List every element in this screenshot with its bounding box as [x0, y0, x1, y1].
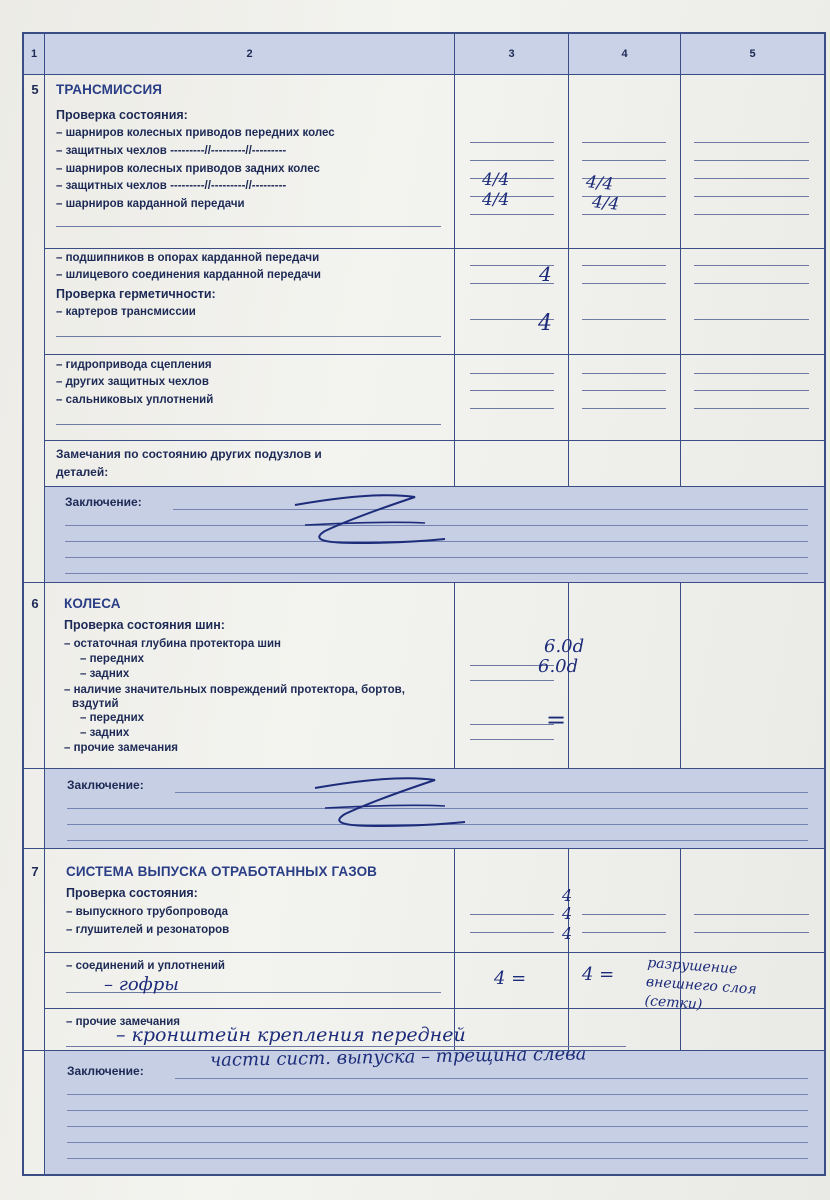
- s5-c3-line-5: [470, 214, 554, 215]
- s6-divider: [24, 768, 824, 769]
- s6-item-3: – задних: [80, 668, 130, 680]
- s6-c3-line-3: [470, 724, 554, 725]
- s5-conclusion-z-strike: [265, 491, 455, 551]
- header-col-5: 5: [681, 34, 824, 74]
- s6-item-6: – передних: [80, 712, 145, 724]
- s5-divider-3: [44, 440, 824, 441]
- section-7-title: СИСТЕМА ВЫПУСКА ОТРАБОТАННЫХ ГАЗОВ: [66, 864, 378, 879]
- s5-conclusion-label: Заключение:: [65, 495, 142, 509]
- s5-write-line-3: [56, 424, 441, 425]
- s6-c3-line-4: [470, 739, 554, 740]
- header-col-1: 1: [24, 34, 44, 74]
- s7-other-label: – прочие замечания: [66, 1016, 181, 1028]
- section-7-number: 7: [31, 864, 39, 879]
- s5-c4-line-6: [582, 265, 666, 266]
- s5-c5-line-9: [694, 373, 809, 374]
- s6-item-5: вздутий: [72, 698, 119, 710]
- section-7-subtitle: Проверка состояния:: [66, 886, 198, 900]
- s7-hw-val-1: 4: [562, 886, 573, 905]
- s5-c3-line-1: [470, 142, 554, 143]
- s5-write-line-2: [56, 336, 441, 337]
- s6-item-1: – остаточная глубина протектора шин: [64, 638, 282, 650]
- s7-conclusion-label: Заключение:: [67, 1064, 144, 1078]
- s5-c4-line-8: [582, 319, 666, 320]
- s5-c5-line-1: [694, 142, 809, 143]
- s5-divider-1: [44, 248, 824, 249]
- s6-concl-line-4: [67, 840, 808, 841]
- section-6-subtitle: Проверка состояния шин:: [64, 618, 225, 632]
- s7-hw-val-2: 4: [562, 904, 573, 923]
- s5-c5-line-7: [694, 283, 809, 284]
- s7-divider-3: [24, 1050, 824, 1051]
- s5-hw-col3-b: 4/4: [482, 190, 510, 210]
- s6-hw-rear: 6.0d: [538, 656, 579, 677]
- s6-item-8: – прочие замечания: [64, 742, 179, 754]
- s7-c3-line-2: [470, 932, 554, 933]
- s5-c4-line-7: [582, 283, 666, 284]
- s7-hw-joints-col4: 4 =: [582, 964, 615, 985]
- section-5-bottom: [24, 582, 824, 583]
- s7-conclusion-area: [45, 1050, 824, 1174]
- s5-divider-2: [44, 354, 824, 355]
- s7-hw-joints-col3: 4 =: [494, 968, 527, 989]
- s5-c4-line-11: [582, 408, 666, 409]
- col-divider-3: [568, 34, 569, 1174]
- section-5-number: 5: [31, 82, 39, 97]
- s7-concl-line-4: [67, 1126, 808, 1127]
- s7-joints-label: – соединений и уплотнений: [66, 960, 225, 972]
- s5-hw-col3-c: 4: [539, 262, 552, 286]
- s7-c5-line-1: [694, 914, 809, 915]
- s7-item-2: – глушителей и резонаторов: [66, 924, 230, 936]
- s5-concl-line-5: [65, 573, 808, 574]
- s6-hw-front: 6.0d: [544, 636, 585, 657]
- s7-concl-line-3: [67, 1110, 808, 1111]
- s5-write-line: [56, 226, 441, 227]
- s5-item-3: – шарниров колесных приводов задних колес: [56, 163, 320, 175]
- s7-item-1: – выпускного трубопровода: [66, 906, 229, 918]
- s5-item4-2: – других защитных чехлов: [56, 376, 209, 388]
- s5-c5-line-6: [694, 265, 809, 266]
- s6-item-4: – наличие значительных повреждений протектора, бортов,: [64, 684, 405, 696]
- s5-c4-line-5: [582, 214, 666, 215]
- s7-concl-line-6: [67, 1158, 808, 1159]
- s5-hw-col3-a: 4/4: [482, 170, 510, 190]
- form-table: [22, 32, 826, 1176]
- header-col-2: 2: [45, 34, 454, 74]
- s5-item4-3: – сальниковых уплотнений: [56, 394, 214, 406]
- s6-item-7: – задних: [80, 727, 130, 739]
- header-col-3: 3: [455, 34, 568, 74]
- section-5-title: ТРАНСМИССИЯ: [56, 82, 163, 97]
- s5-c5-line-10: [694, 390, 809, 391]
- s5-item-2: – защитных чехлов ---------//---------//---------: [56, 145, 287, 157]
- s7-c5-line-2: [694, 932, 809, 933]
- s5-item2-2: – шлицевого соединения карданной передачи: [56, 269, 321, 281]
- s6-c3-line-2: [470, 680, 554, 681]
- header-col-4: 4: [569, 34, 680, 74]
- s5-c5-line-2: [694, 160, 809, 161]
- s5-c3-line-11: [470, 408, 554, 409]
- s5-c4-line-10: [582, 390, 666, 391]
- section-6-number: 6: [31, 596, 39, 611]
- s5-concl-line-4: [65, 557, 808, 558]
- s6-conclusion-area: [45, 768, 824, 848]
- s6-hw-damage: =: [546, 706, 567, 734]
- s5-c5-line-3: [694, 178, 809, 179]
- s5-c3-line-9: [470, 373, 554, 374]
- header-divider: [24, 74, 824, 75]
- s7-hw-joints-col5: разрушение внешнего слоя (сетки): [644, 955, 758, 1013]
- s5-c5-line-4: [694, 196, 809, 197]
- s7-c4-line-2: [582, 932, 666, 933]
- s5-c5-line-11: [694, 408, 809, 409]
- s6-item-2: – передних: [80, 653, 145, 665]
- s6-concl-line-1: [175, 792, 808, 793]
- s7-c3-line-1: [470, 914, 554, 915]
- s7-concl-line-2: [67, 1094, 808, 1095]
- s5-c4-line-9: [582, 373, 666, 374]
- s5-c5-line-5: [694, 214, 809, 215]
- s5-c5-line-8: [694, 319, 809, 320]
- s5-c3-line-2: [470, 160, 554, 161]
- s7-divider-1: [44, 952, 824, 953]
- col-divider-2: [454, 34, 455, 1174]
- s5-remarks-label: Замечания по состоянию других подузлов и деталей:: [56, 447, 322, 479]
- s7-concl-line-1: [175, 1078, 808, 1079]
- s5-item3-1: – картеров трансмиссии: [56, 306, 196, 318]
- s5-item4-1: – гидропривода сцепления: [56, 359, 212, 371]
- s7-hw-conclusion: части сист. выпуска – трещина слева: [209, 1043, 587, 1071]
- s5-c3-line-10: [470, 390, 554, 391]
- s5-item2-1: – подшипников в опорах карданной передачи: [56, 252, 320, 264]
- s5-hw-col3-d: 4: [538, 311, 552, 336]
- s5-item-5: – шарниров карданной передачи: [56, 198, 245, 210]
- s5-hw-col4-b: 4/4: [590, 192, 621, 215]
- s7-concl-line-5: [67, 1142, 808, 1143]
- s5-item-1: – шарниров колесных приводов передних колес: [56, 127, 335, 139]
- s6-conclusion-label: Заключение:: [67, 778, 144, 792]
- s5-item-4: – защитных чехлов ---------//---------//---------: [56, 180, 287, 192]
- s7-c4-line-1: [582, 914, 666, 915]
- s7-divider-2: [44, 1008, 824, 1009]
- s7-hw-other: – кронштейн крепления передней: [116, 1024, 466, 1046]
- s5-hw-col4-a: 4/4: [584, 172, 615, 195]
- section-6-title: КОЛЕСА: [64, 596, 121, 611]
- s5-conclusion-area: [45, 487, 824, 582]
- s7-hw-val-3: 4: [562, 924, 573, 943]
- s5-c4-line-2: [582, 160, 666, 161]
- s6-conclusion-z-strike: [285, 774, 475, 834]
- s5-c4-line-1: [582, 142, 666, 143]
- s5-subtitle-2: Проверка герметичности:: [56, 287, 216, 301]
- s7-hw-joints: – гофры: [104, 974, 179, 995]
- section-5-subtitle: Проверка состояния:: [56, 108, 188, 122]
- section-6-bottom: [24, 848, 824, 849]
